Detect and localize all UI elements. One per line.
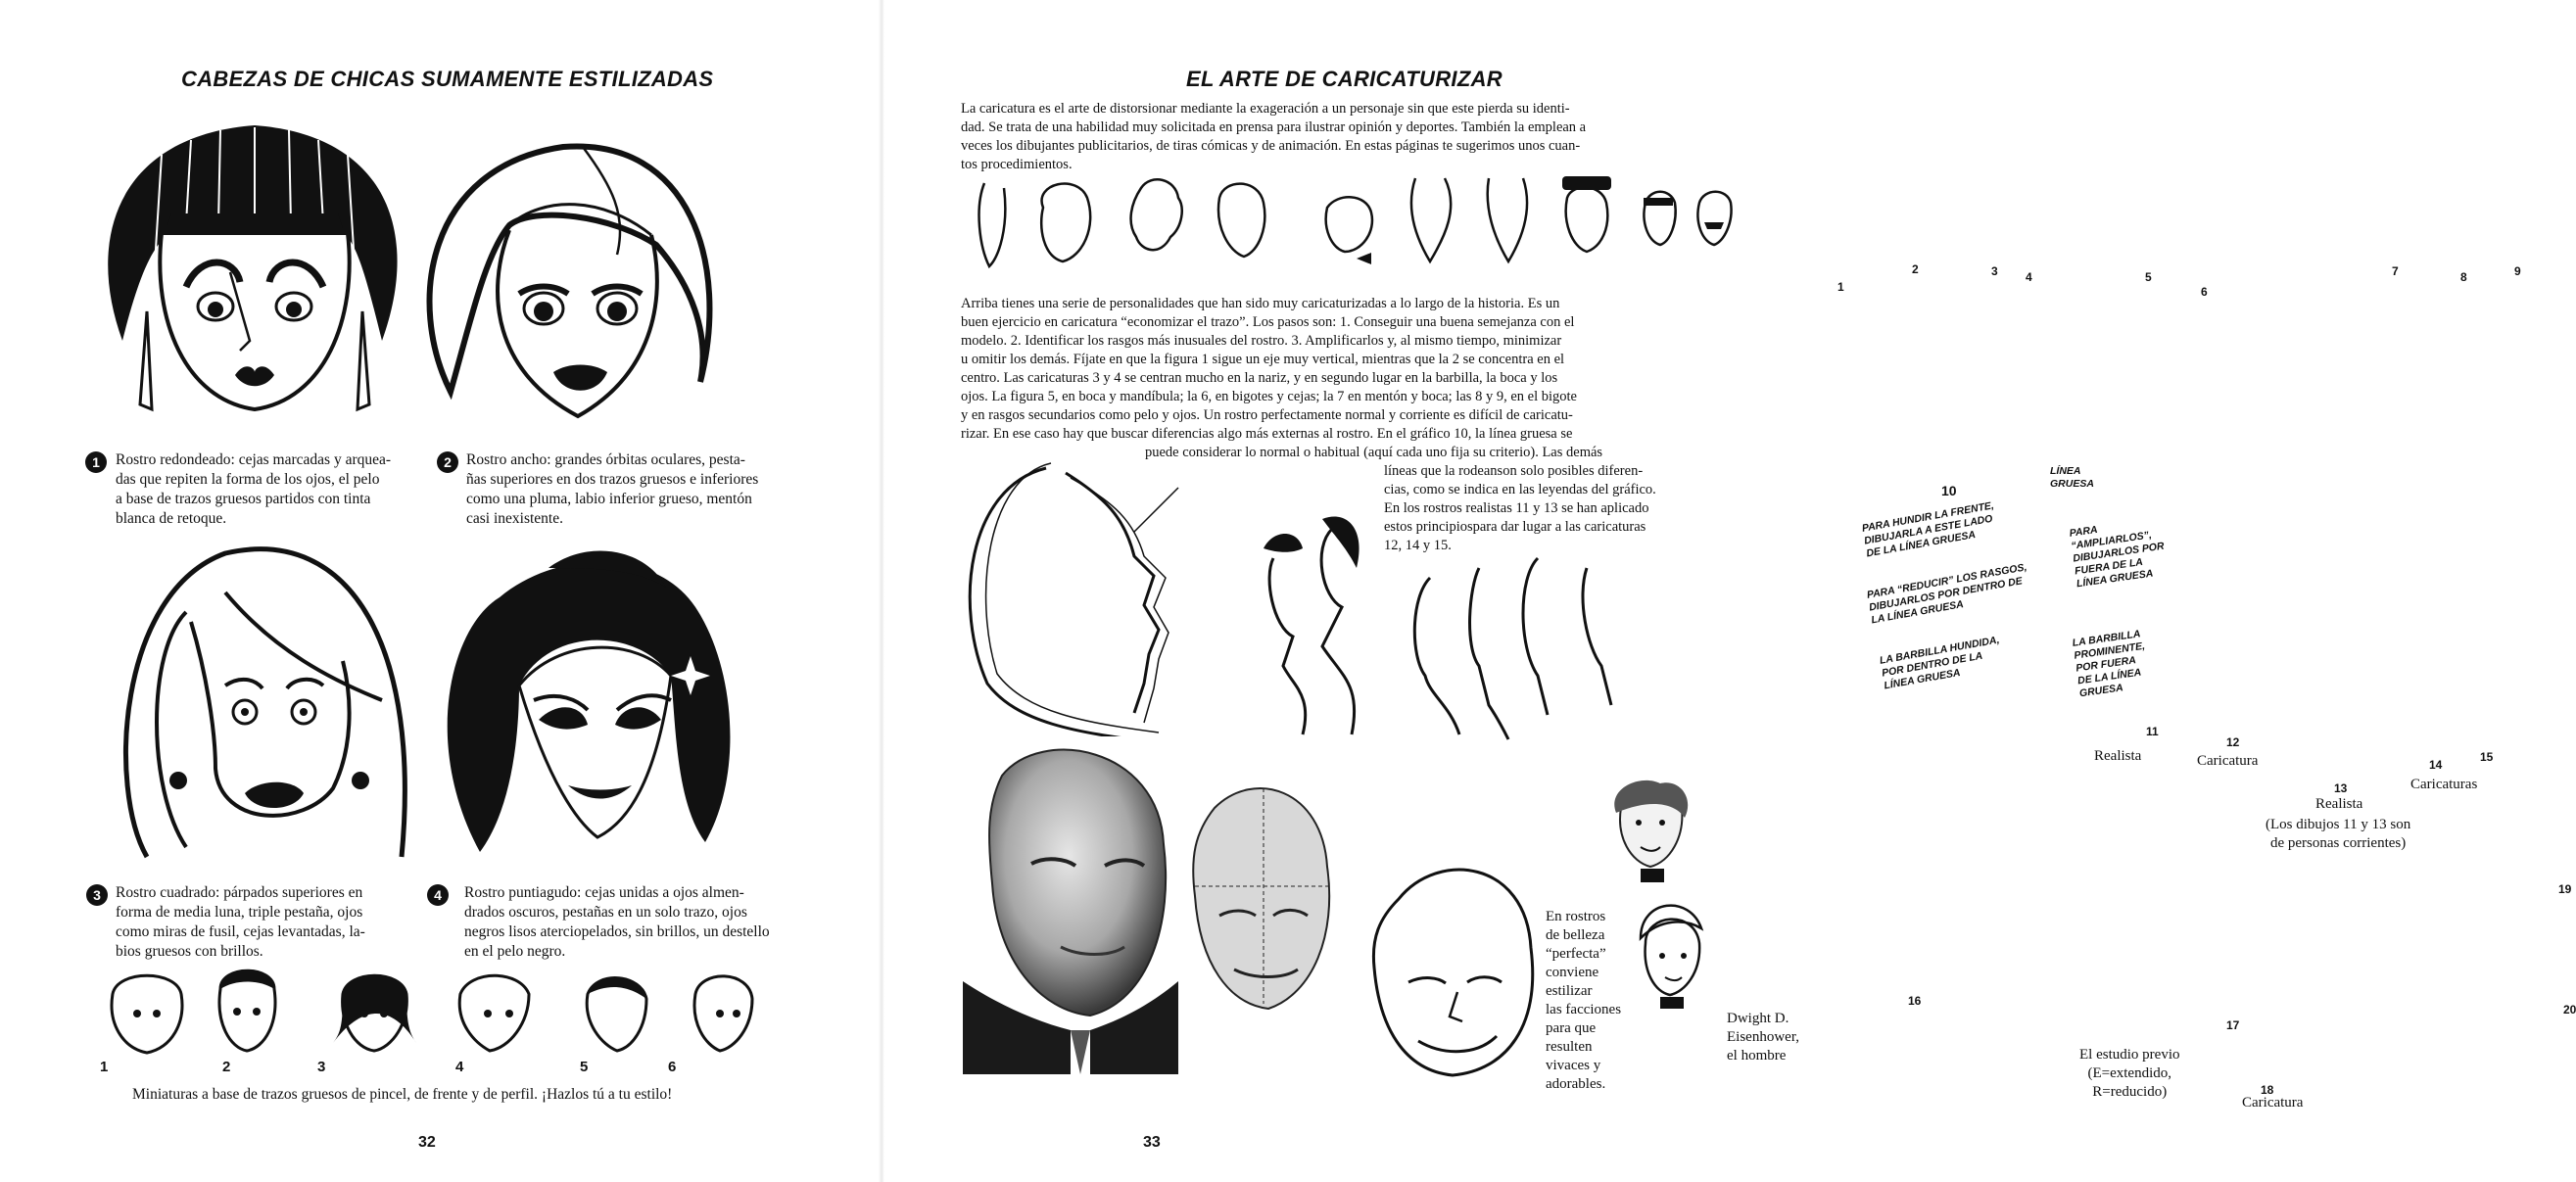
girl-head-wide-illustration bbox=[416, 127, 730, 450]
beauty-head-20-illustration bbox=[1631, 899, 1709, 1012]
body-paragraph: Arriba tienes una serie de personalidades que han sido muy caricaturizadas a lo largo de la historia. Es un buen ejercicio en caricatura “economizar el trazo”. Los pasos son: 1. Conseguir una buena semejanza con el modelo. 2. Identificar los rasgos más inusuales del rostro. 3. Amplificarlos y, al mismo tiempo, minimizar u omitir los demás. Fíjate en que la figura 1 sigue un eje muy vertical, mientras que la 2 se concentra en el centro. Las caricaturas 3 y 4 se centran mucho en la nariz, y en segundo lugar en la barbilla, la boca y los ojos. La figura 5, en boca y mandíbula; la 6, en bigotes y cejas; la 7 en mentón y boca; las 8 y 9, en el bigote y en rasgos secundarios como pelo y ojos. Un rostro perfectamente normal y corriente es difícil de caricatu- rizar. En ese caso hay que buscar diferencias algo más externas al rostro. En el gráfico 10, la línea gruesa se bbox=[961, 296, 1577, 442]
diagram-number-10: 10 bbox=[1941, 483, 1957, 498]
beauty-head-19-illustration bbox=[1601, 779, 1690, 886]
left-page-heading: CABEZAS DE CHICAS SUMAMENTE ESTILIZADAS bbox=[181, 67, 714, 91]
miniature-number-3: 3 bbox=[317, 1059, 326, 1075]
strip-number-2: 2 bbox=[1912, 262, 1919, 276]
photo-number-16: 16 bbox=[1908, 994, 1922, 1008]
beauty-note: En rostros de belleza “perfecta” conviene estilizar las facciones para que resulten vivaces y adorables. bbox=[1546, 909, 1622, 1092]
strip-number-6: 6 bbox=[2201, 285, 2208, 299]
right-page-heading: EL ARTE DE CARICATURIZAR bbox=[1186, 67, 1503, 91]
caricature-number-18: 18 bbox=[2261, 1083, 2274, 1097]
caricature-strip-illustration bbox=[955, 168, 1729, 281]
note-barbilla-prominente: LA BARBILLA PROMINENTE, POR FUERA DE LA LÍNEA GRUESA bbox=[2072, 628, 2146, 700]
miniature-number-1: 1 bbox=[100, 1059, 109, 1075]
note-ampliar-rasgos: PARA “AMPLIARLOS”, DIBUJARLOS POR FUERA DE LA LÍNEA GRUESA bbox=[2069, 523, 2166, 591]
item-4-text: Rostro puntiagudo: cejas unidas a ojos almen- drados oscuros, pestañas en un solo trazo, ojos negros lisos aterciopelados, sin brillos, un destello en el pelo negro. bbox=[464, 884, 770, 960]
label-realista-11: Realista bbox=[2094, 748, 2142, 764]
label-caricatura-18: Caricatura bbox=[2242, 1095, 2304, 1111]
eisenhower-caricature-drawing bbox=[1360, 860, 1546, 1085]
miniature-heads-row bbox=[98, 965, 764, 1063]
miniature-number-6: 6 bbox=[668, 1059, 677, 1075]
label-estudio-previo: El estudio previo (E=extendido, R=reducido) bbox=[2079, 1047, 2180, 1100]
item-3-text: Rostro cuadrado: párpados superiores en forma de media luna, triple pestaña, ojos como miras de fusil, cejas levantadas, la- bios gruesos con brillos. bbox=[116, 884, 365, 960]
strip-number-4: 4 bbox=[2026, 270, 2032, 284]
right-page bbox=[882, 0, 2576, 1182]
left-page bbox=[0, 0, 882, 1182]
body-paragraph-side: líneas que la rodeanson solo posibles diferen- cias, como se indica en las leyendas del gráfico. En los rostros realistas 11 y 13 se han aplicado estos principiospara dar lugar a las caricaturas 12, 14 y 15. bbox=[1384, 463, 1656, 553]
item-2-badge: 2 bbox=[437, 451, 458, 473]
body-paragraph-continued: puede considerar lo normal o habitual (aquí cada uno fija su criterio). Las demás bbox=[1145, 445, 1603, 460]
intro-paragraph: La caricatura es el arte de distorsionar mediante la exageración a un personaje sin que este pierda su identi- dad. Se trata de una habilidad muy solicitada en prensa para ilustrar opinión y deportes. También la emplean a veces los dibujantes publicitarios, de tiras cómicas y de animación. En estas páginas te sugerimos unos cuan- tos procedimientos. bbox=[961, 101, 1587, 172]
item-3-badge: 3 bbox=[86, 884, 108, 906]
profile-number-14: 14 bbox=[2429, 758, 2443, 772]
profile-number-12: 12 bbox=[2226, 735, 2240, 749]
item-2-text: Rostro ancho: grandes órbitas oculares, pesta- ñas superiores en dos trazos gruesos e inferiores como una pluma, labio inferior grueso, mentón casi inexistente. bbox=[466, 451, 759, 527]
note-barbilla-hundida: LA BARBILLA HUNDIDA, POR DENTRO DE LA LÍNEA GRUESA bbox=[1879, 634, 2001, 692]
label-realista-13: Realista bbox=[2315, 796, 2363, 812]
eisenhower-photo bbox=[963, 736, 1178, 1074]
girl-head-square-illustration bbox=[108, 534, 421, 876]
label-eisenhower-hombre: Dwight D. Eisenhower, el hombre bbox=[1727, 1011, 1799, 1064]
eisenhower-study-drawing bbox=[1175, 779, 1342, 1018]
strip-number-9: 9 bbox=[2514, 264, 2521, 278]
beauty-number-20: 20 bbox=[2563, 1003, 2576, 1017]
strip-number-3: 3 bbox=[1991, 264, 1998, 278]
miniature-number-5: 5 bbox=[580, 1059, 589, 1075]
strip-number-5: 5 bbox=[2145, 270, 2152, 284]
strip-number-1: 1 bbox=[1837, 280, 1844, 294]
miniature-number-2: 2 bbox=[222, 1059, 231, 1075]
label-caricaturas-14-15: Caricaturas bbox=[2410, 777, 2478, 792]
profile-number-15: 15 bbox=[2480, 750, 2494, 764]
linea-gruesa-label: LÍNEA GRUESA bbox=[2050, 465, 2094, 490]
study-number-17: 17 bbox=[2226, 1018, 2240, 1032]
strip-number-8: 8 bbox=[2460, 270, 2467, 284]
profile-number-11: 11 bbox=[2146, 725, 2159, 738]
item-4-badge: 4 bbox=[427, 884, 449, 906]
left-page-number: 32 bbox=[418, 1134, 436, 1151]
profile-caricatures-illustration bbox=[1254, 509, 1694, 764]
miniature-number-4: 4 bbox=[455, 1059, 464, 1075]
miniatures-caption: Miniaturas a base de trazos gruesos de pincel, de frente y de perfil. ¡Hazlos tú a tu estilo! bbox=[132, 1086, 673, 1103]
right-page-number: 33 bbox=[1143, 1134, 1161, 1151]
profile-number-13: 13 bbox=[2334, 781, 2348, 795]
item-1-text: Rostro redondeado: cejas marcadas y arquea- das que repiten la forma de los ojos, el pelo a base de trazos gruesos partidos con tinta blanca de retoque. bbox=[116, 451, 392, 527]
note-reducir-rasgos: PARA “REDUCIR” LOS RASGOS, DIBUJARLOS POR DENTRO DE LA LÍNEA GRUESA bbox=[1866, 561, 2028, 627]
label-caricatura-12: Caricatura bbox=[2197, 753, 2259, 769]
girl-head-round-illustration bbox=[93, 116, 416, 449]
girl-head-pointed-illustration bbox=[441, 529, 735, 881]
strip-number-7: 7 bbox=[2392, 264, 2399, 278]
beauty-number-19: 19 bbox=[2558, 882, 2572, 896]
note-personas-corrientes: (Los dibujos 11 y 13 son de personas corrientes) bbox=[2266, 817, 2411, 851]
item-1-badge: 1 bbox=[85, 451, 107, 473]
note-hundir-frente: PARA HUNDIR LA FRENTE, DIBUJARLA A ESTE LADO DE LA LÍNEA GRUESA bbox=[1861, 499, 1995, 560]
